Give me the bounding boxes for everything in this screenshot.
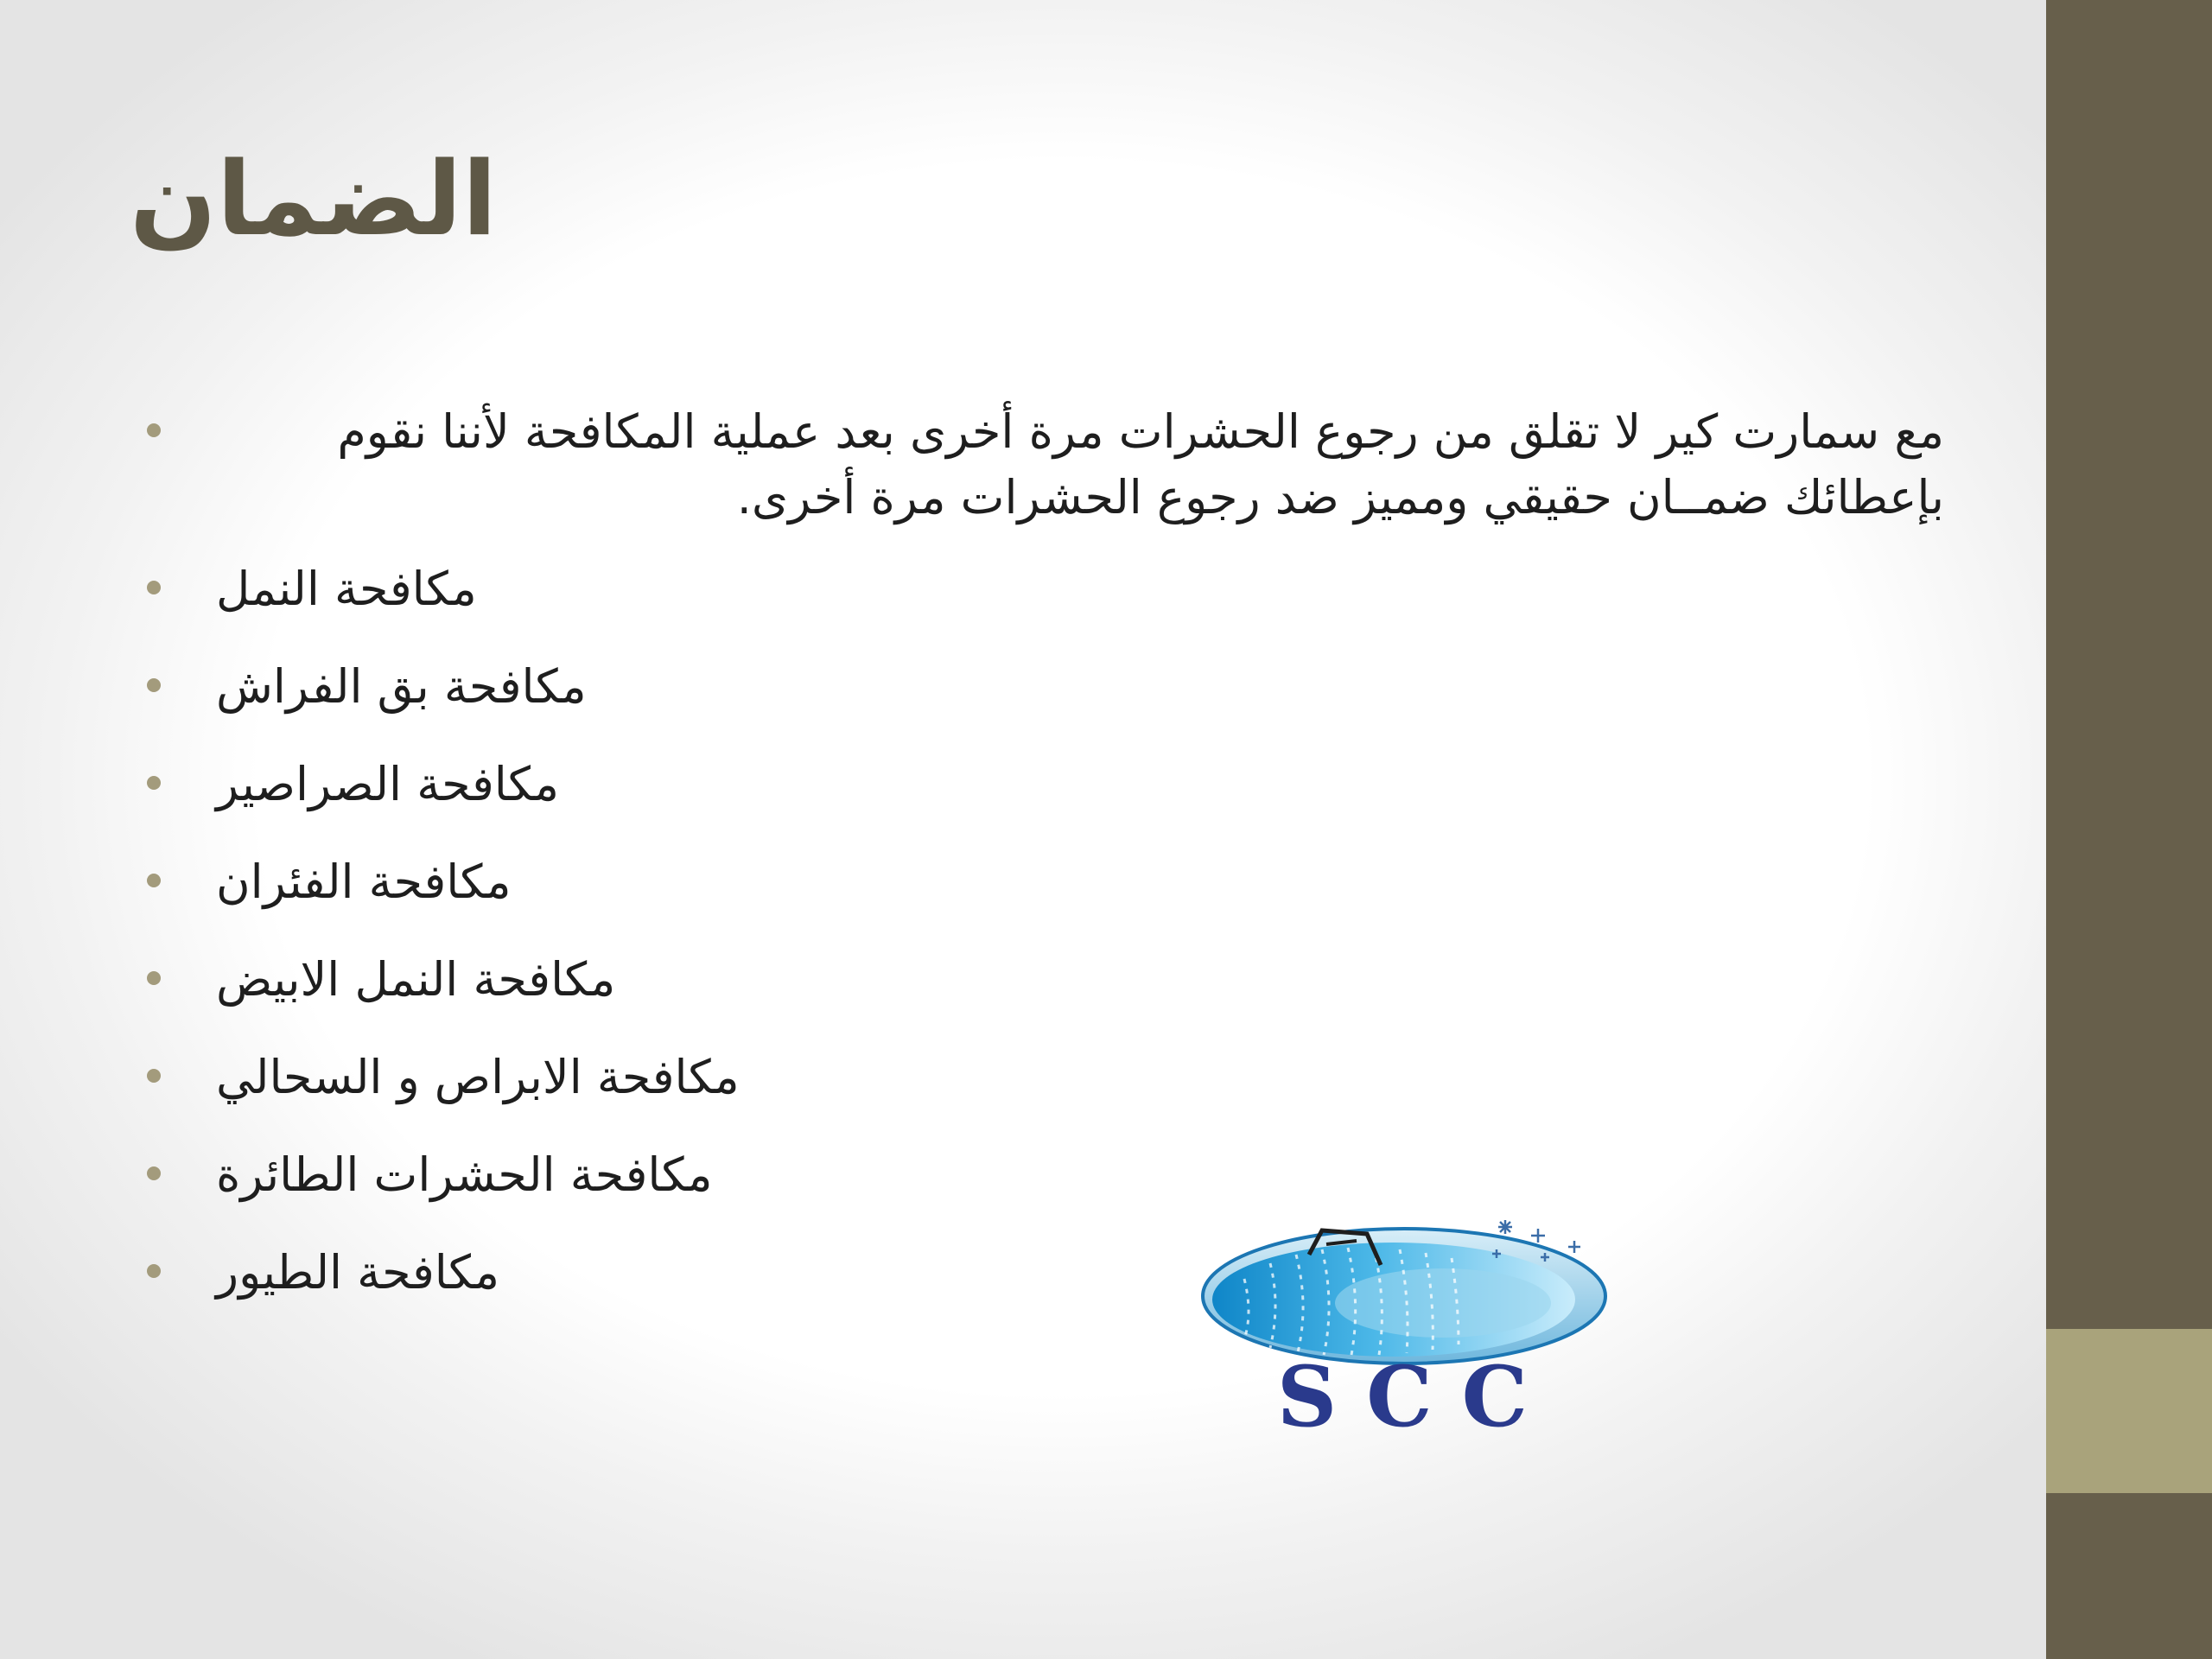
bullet-dot-icon [147,581,161,594]
bullet-dot-icon [147,971,161,985]
bullet-dot-icon [147,678,161,692]
bullet-dot-icon [147,1069,161,1083]
bullet-item [147,947,1944,1013]
bullet-text: مكافحة الفئران [216,855,512,909]
bullet-item [147,556,1944,622]
bullet-dot-icon [147,1264,161,1278]
logo-text: SCC [1276,1348,1558,1443]
bullet-item [147,1240,1944,1306]
bullet-item [147,654,1944,720]
bullet-item [147,849,1944,915]
bullet-dot-icon [147,874,161,887]
bullet-text: مكافحة الابراص و السحالي [216,1050,740,1104]
bullet-dot-icon [147,776,161,790]
scc-logo-icon [1184,1210,1650,1443]
side-bar-accent [2046,1329,2212,1493]
bullet-item [147,1142,1944,1208]
bullet-text: مكافحة الصراصير [216,757,560,811]
bullet-item [147,1045,1944,1110]
bullet-dot-icon [147,423,161,437]
bullet-text: مكافحة الحشرات الطائرة [216,1147,713,1202]
bullet-dot-icon [147,1166,161,1180]
bullet-item [147,752,1944,817]
bullet-text: مكافحة الطيور [216,1245,500,1300]
bullet-text: مكافحة النمل [216,562,477,616]
slide-title: الضمان [130,139,498,258]
bullet-item [147,399,1944,531]
bullet-text: مكافحة النمل الابيض [216,952,616,1007]
bullet-text: مكافحة بق الفراش [216,659,587,714]
bullet-list [147,399,1944,1338]
bullet-text: مع سمارت كير لا تقلق من رجوع الحشرات مرة أخرى بعد عملية المكافحة لأننا نقوم بإعطائك ضمــان حقيقي ومميز ضد رجوع الحشرات مرة أخرى. [337,404,1944,524]
